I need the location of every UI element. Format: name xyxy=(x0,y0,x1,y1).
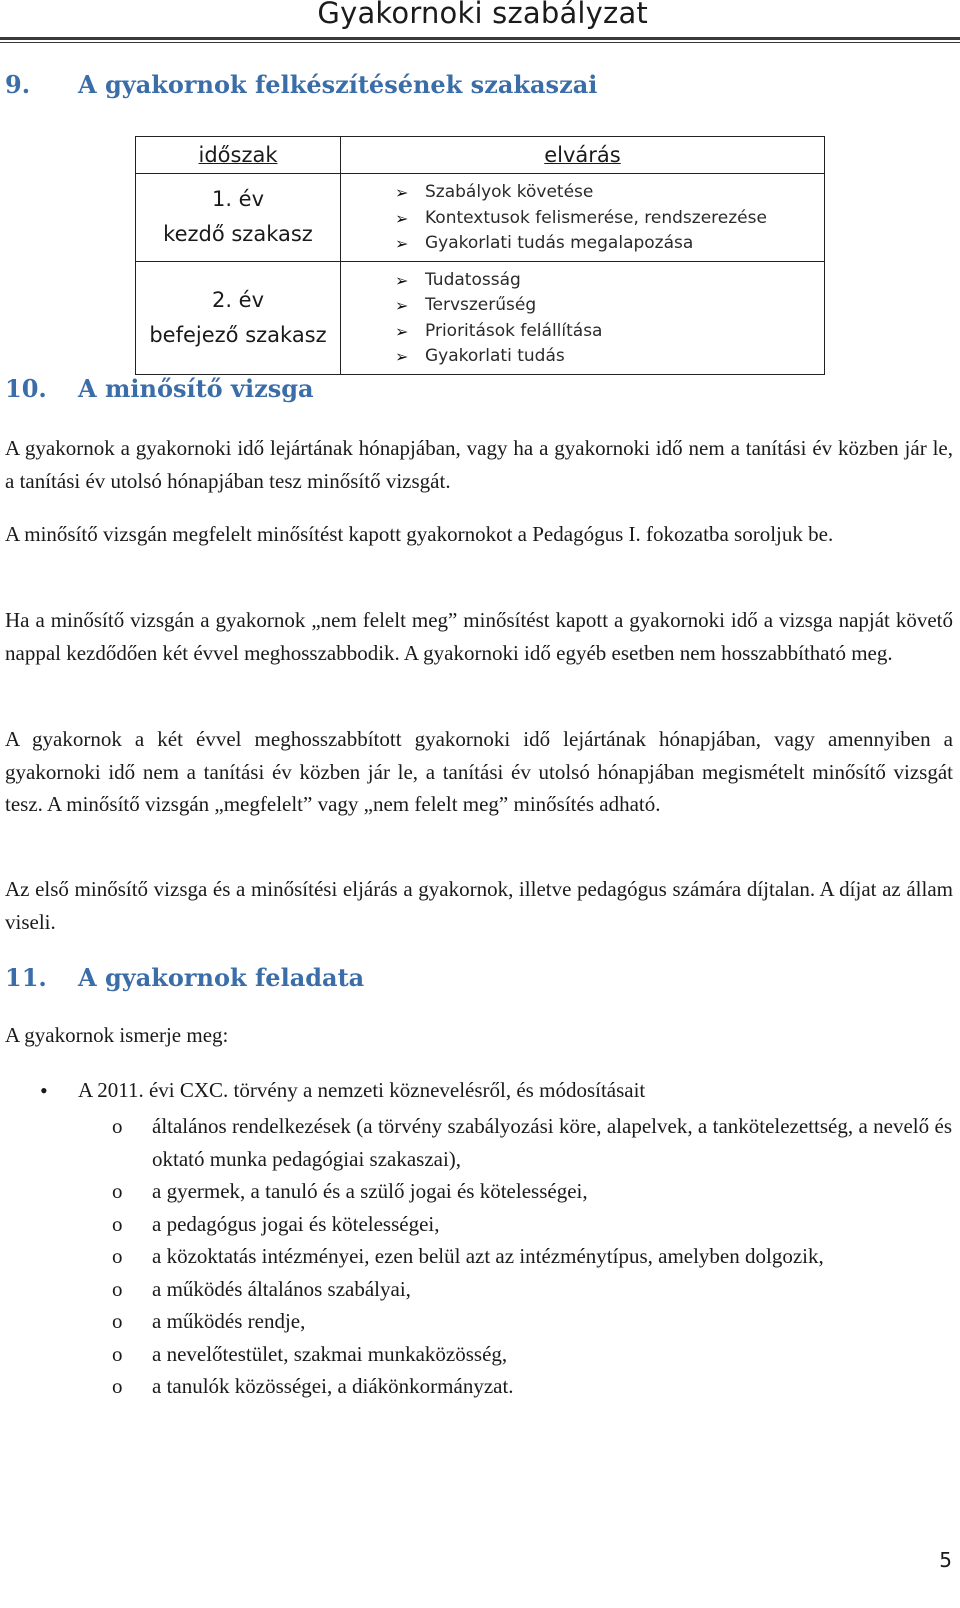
list-item: o a pedagógus jogai és kötelességei, xyxy=(112,1211,440,1236)
list-item: o a gyermek, a tanuló és a szülő jogai és kötelességei, xyxy=(112,1179,588,1203)
list-item: ➢ Kontextusok felismerése, rendszerezése xyxy=(359,206,824,232)
expectation-cell xyxy=(341,174,825,262)
document-title: Gyakornoki szabályzat xyxy=(317,0,648,30)
expectation-list xyxy=(341,174,824,261)
paragraph: Az első minősítő vizsga és a minősítési eljárás a gyakornok, illetve pedagógus számára díjtalan. A díjat az állam viseli. xyxy=(5,877,953,934)
bullet-marker: • xyxy=(40,1078,48,1103)
list-item: o általános rendelkezések (a törvény szabályozási köre, alapelvek, a tankötelezettség, a nevelő és oktató munka pedagógiai szakaszai), xyxy=(112,1114,952,1171)
table-header-row xyxy=(136,137,825,174)
section-11-heading xyxy=(5,963,364,992)
page-number: 5 xyxy=(939,1548,952,1572)
period-stage: befejező szakasz xyxy=(149,322,327,347)
header-rule-thick xyxy=(0,37,960,40)
list-item: ➢ Tervszerűség xyxy=(359,293,824,319)
paragraph: A gyakornok a gyakornoki idő lejártának hónapjában, vagy ha a gyakornoki idő nem a tanítási év közben jár le, a tanítási év utolsó hónapjában tesz minősítő vizsgát. xyxy=(5,436,953,493)
section-number: 11. xyxy=(5,963,47,992)
list-item: ➢ Szabályok követése xyxy=(359,180,824,206)
period-cell xyxy=(136,261,341,374)
section-number: 10. xyxy=(5,374,47,403)
bullet-text: A 2011. évi CXC. törvény a nemzeti köznevelésről, és módosításait xyxy=(78,1078,646,1102)
preparation-stages-table xyxy=(135,136,825,375)
section-number: 9. xyxy=(5,70,31,99)
list-item: ➢ Tudatosság xyxy=(359,268,824,294)
section-title: A minősítő vizsga xyxy=(78,374,314,403)
section-title: A gyakornok feladata xyxy=(78,963,365,992)
period-cell xyxy=(136,174,341,262)
expectation-cell xyxy=(341,261,825,374)
section-9-heading xyxy=(5,70,597,99)
header-rule-thin xyxy=(0,42,960,43)
expectation-list xyxy=(341,262,824,374)
period-year: 2. év xyxy=(211,287,265,312)
list-item: ➢ Gyakorlati tudás xyxy=(359,344,824,370)
section-10-heading xyxy=(5,374,314,403)
list-item: o a közoktatás intézményei, ezen belül azt az intézménytípus, amelyben dolgozik, xyxy=(112,1244,824,1268)
column-header-expectation: elvárás xyxy=(341,137,825,174)
sub-list xyxy=(112,1110,952,1403)
section-title: A gyakornok felkészítésének szakaszai xyxy=(78,70,598,99)
list-item: o a működés rendje, xyxy=(112,1309,306,1333)
period-year: 1. év xyxy=(211,187,265,212)
list-item: o a nevelőtestület, szakmai munkaközösség, xyxy=(112,1341,508,1366)
list-item: ➢ Prioritások felállítása xyxy=(359,319,824,345)
list-item: o a működés általános szabályai, xyxy=(112,1276,411,1301)
list-item: ➢ Gyakorlati tudás megalapozása xyxy=(359,231,824,257)
paragraph: Ha a minősítő vizsgán a gyakornok „nem felelt meg” minősítést kapott a gyakornoki idő a vizsga napját követő nappal kezdődően két évvel meghosszabbodik. A gyakornoki idő egyéb esetben nem hosszabbítható meg. xyxy=(5,608,953,665)
paragraph: A gyakornok a két évvel meghosszabbított gyakornoki idő lejártának hónapjában, vagy amennyiben a gyakornoki idő nem a tanítási év közben jár le, a tanítási év utolsó hónapjában megismételt minősítő vizsgát tesz. A minősítő vizsgán „megfelelt” vagy „nem felelt meg” minősítés adható. xyxy=(5,727,953,817)
table-row xyxy=(136,174,825,262)
column-header-period: időszak xyxy=(136,137,341,174)
list-intro: A gyakornok ismerje meg: xyxy=(5,1023,229,1047)
table-row xyxy=(136,261,825,374)
paragraph: A minősítő vizsgán megfelelt minősítést kapott gyakornokot a Pedagógus I. fokozatba soroljuk be. xyxy=(5,522,834,546)
list-item: o a tanulók közösségei, a diákönkormányzat. xyxy=(112,1374,514,1398)
period-stage: kezdő szakasz xyxy=(163,222,313,247)
